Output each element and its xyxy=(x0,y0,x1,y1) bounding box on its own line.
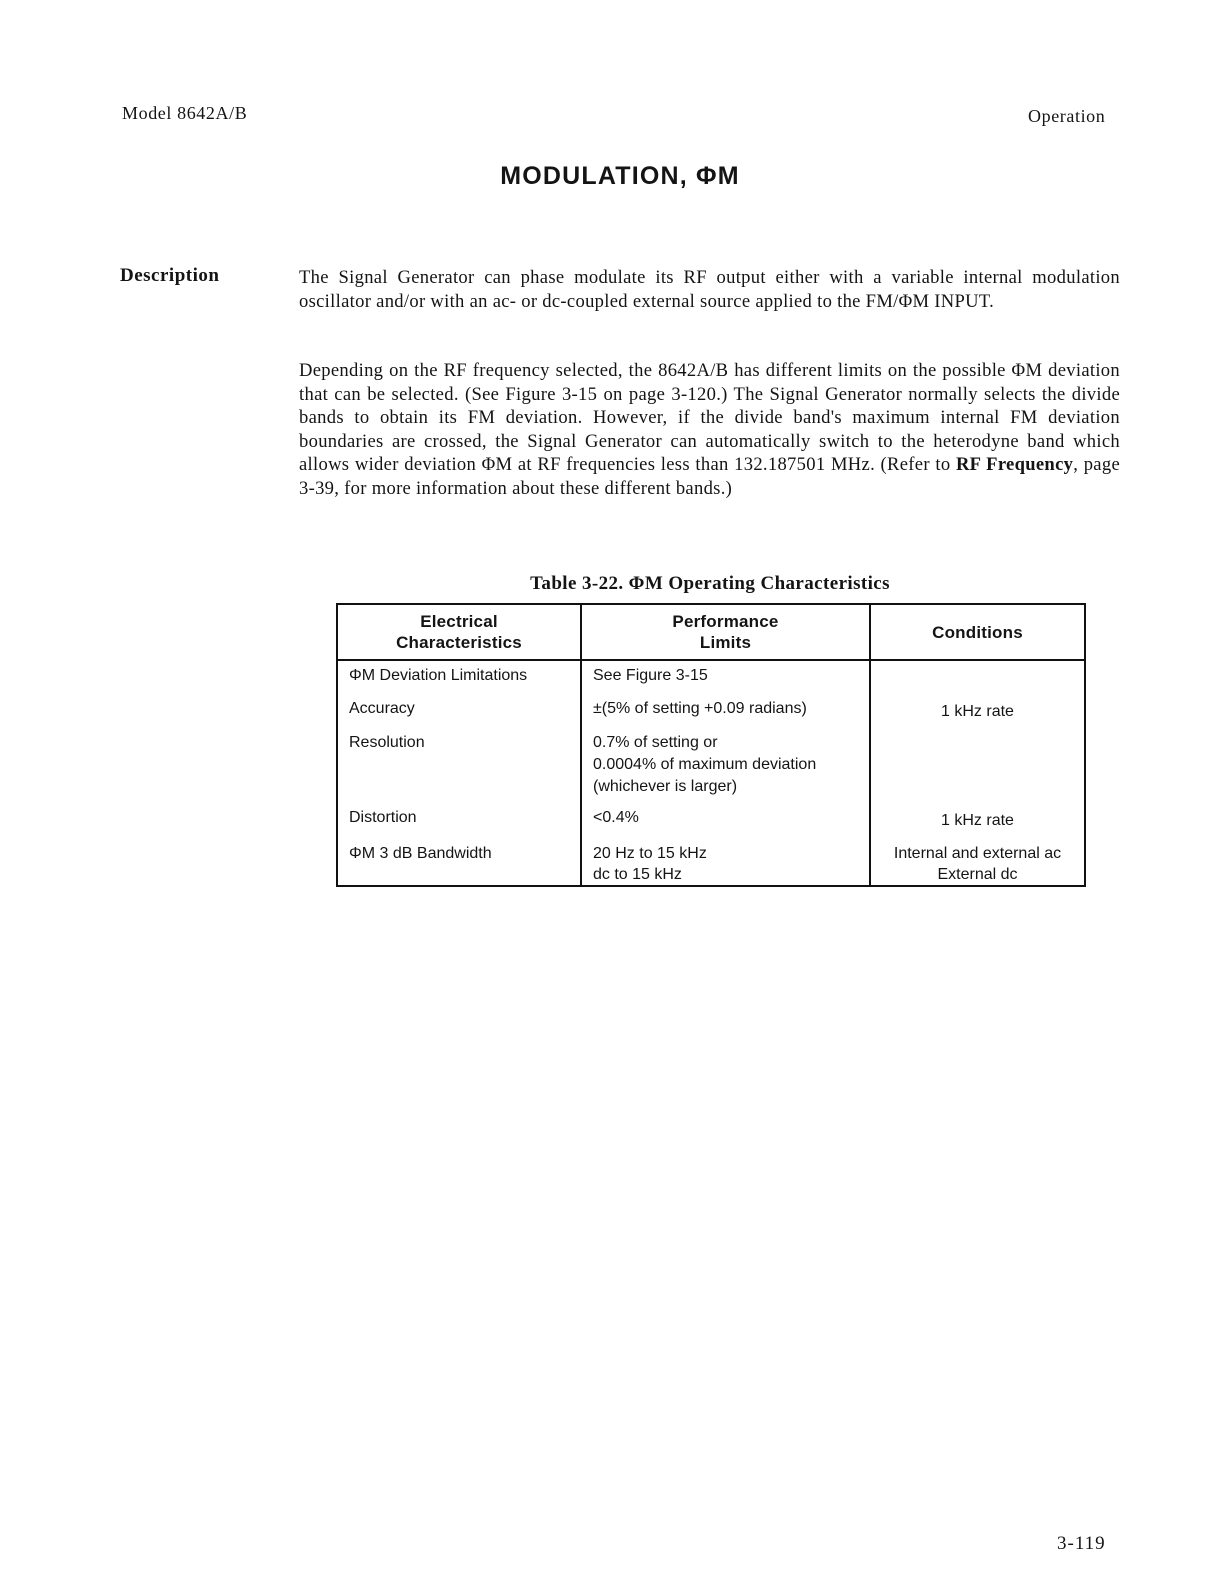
characteristic-cell: Accuracy xyxy=(337,695,581,729)
conditions-line: Internal and external ac xyxy=(893,845,1062,862)
column-header-electrical-characteristics xyxy=(337,604,581,660)
characteristic-cell: ΦM Deviation Limitations xyxy=(337,660,581,695)
limits-cell xyxy=(581,695,870,729)
conditions-line: 1 kHz rate xyxy=(941,703,1014,720)
conditions-cell xyxy=(870,695,1085,729)
table-row xyxy=(337,729,1085,806)
table-row xyxy=(337,695,1085,729)
conditions-cell xyxy=(870,806,1085,840)
table-row xyxy=(337,806,1085,840)
page-number: 3-119 xyxy=(1057,1533,1106,1554)
description-label: Description xyxy=(120,265,220,286)
characteristics-table xyxy=(336,603,1086,887)
conditions-line: External dc xyxy=(937,866,1018,883)
limits-line: (whichever is larger) xyxy=(593,778,738,795)
conditions-line: 1 kHz rate xyxy=(941,812,1014,829)
model-header: Model 8642A/B xyxy=(122,103,248,123)
characteristic-cell: ΦM 3 dB Bandwidth xyxy=(337,840,581,886)
conditions-cell xyxy=(870,729,1085,806)
characteristic-cell: Distortion xyxy=(337,806,581,840)
limits-line: 0.7% of setting or xyxy=(593,734,718,751)
table-header-row xyxy=(337,604,1085,660)
header-line: Performance xyxy=(672,612,779,631)
conditions-cell xyxy=(870,660,1085,695)
table-caption: Table 3-22. ΦM Operating Characteristics xyxy=(530,573,890,594)
limits-line: <0.4% xyxy=(593,809,639,826)
limits-line: ±(5% of setting +0.09 radians) xyxy=(593,700,807,717)
limits-cell xyxy=(581,806,870,840)
header-line: Conditions xyxy=(932,622,1023,642)
section-header: Operation xyxy=(1028,106,1106,126)
table-row xyxy=(337,840,1085,886)
limits-cell xyxy=(581,729,870,806)
limits-cell xyxy=(581,840,870,886)
limits-line: 0.0004% of maximum deviation xyxy=(593,756,817,773)
column-header-conditions xyxy=(870,604,1085,660)
characteristic-cell: Resolution xyxy=(337,729,581,806)
limits-line: See Figure 3-15 xyxy=(593,667,708,684)
column-header-performance-limits xyxy=(581,604,870,660)
page-title: MODULATION, ΦM xyxy=(500,162,740,190)
description-paragraph-1: The Signal Generator can phase modulate its RF output either with a variable internal modulation oscillator and/or with an ac- or dc-coupled external source applied to the FM/ΦM INPUT. xyxy=(299,267,1120,312)
limits-cell xyxy=(581,660,870,695)
description-paragraph-2 xyxy=(299,359,1120,500)
header-line: Limits xyxy=(699,633,752,652)
limits-line: 20 Hz to 15 kHz xyxy=(593,845,707,862)
paragraph-2-text-end: , page 3-39, for more information about these different bands.) xyxy=(299,454,1121,499)
conditions-cell xyxy=(870,840,1085,886)
header-line: Characteristics xyxy=(396,633,522,652)
header-line: Electrical xyxy=(420,612,498,631)
rf-frequency-reference: RF Frequency xyxy=(955,454,1074,475)
paragraph-2-text-start: Depending on the RF frequency selected, the 8642A/B has different limits on the possible ΦM deviation that can be selected. (See Figure 3-15 on page 3-120.) The Signal Generator normally selects the divide bands to obtain its FM deviation. However, if the divide band's maximum internal FM deviation boundaries are crossed, the Signal Generator can automatically switch to the heterodyne band which allows wider deviation ΦM at RF frequencies less than 132.187501 MHz. (Refer to xyxy=(299,360,1120,475)
table-row xyxy=(337,660,1085,695)
limits-line: dc to 15 kHz xyxy=(593,866,682,883)
